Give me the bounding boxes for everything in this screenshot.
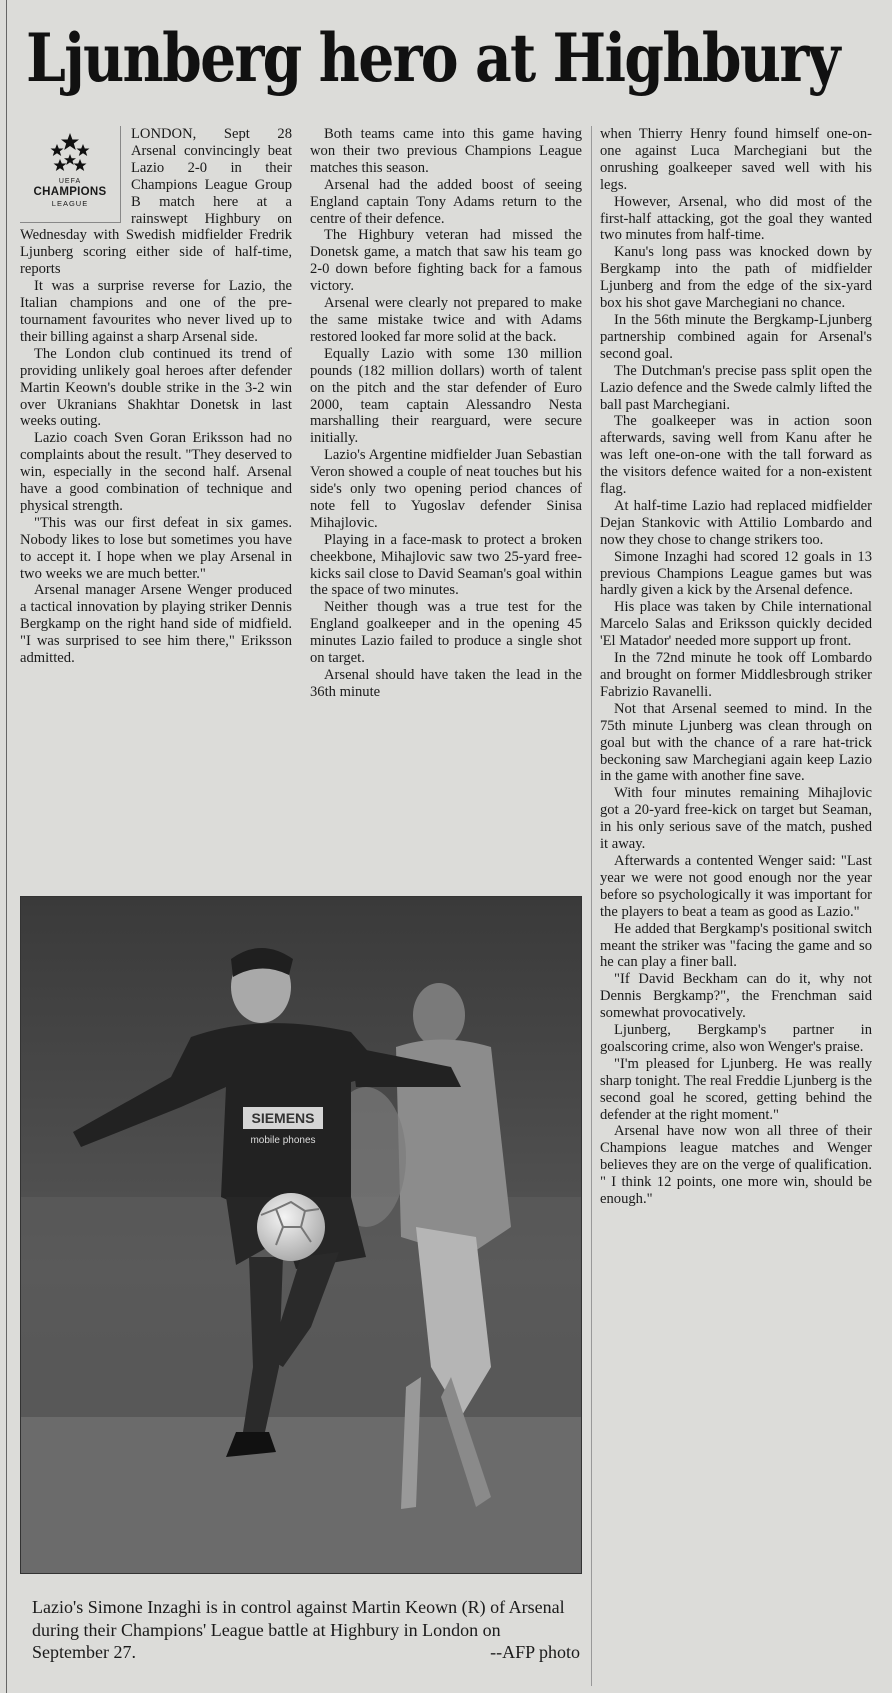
logo-bottom-text: LEAGUE bbox=[51, 199, 89, 208]
article-column-2 bbox=[310, 126, 582, 906]
paragraph: However, Arsenal, who did most of the first-half attacking, got the goal they wanted two minutes from half-time. bbox=[600, 193, 872, 244]
starball-icon bbox=[47, 130, 93, 176]
shirt-sponsor-subtext: mobile phones bbox=[250, 1135, 316, 1146]
article-column-3 bbox=[600, 126, 872, 1686]
paragraph: His place was taken by Chile international Marcelo Salas and Eriksson quickly decided 'El Matador' needed more support up front. bbox=[600, 599, 872, 650]
match-photo bbox=[20, 896, 582, 1574]
paragraph: Neither though was a true test for the England goalkeeper and in the opening 45 minutes Lazio failed to produce a single shot on target. bbox=[310, 599, 582, 667]
photo-credit: --AFP photo bbox=[490, 1642, 580, 1662]
paragraph: "This was our first defeat in six games. Nobody likes to lose but sometimes you have to accept it. I hope when we play Arsenal in two weeks we are much better." bbox=[20, 514, 292, 582]
champions-league-logo bbox=[20, 126, 121, 223]
paragraph: Arsenal manager Arsene Wenger produced a tactical innovation by playing striker Dennis Bergkamp on the right hand side of midfield. "I was surprised to see him there," Eriksson admitted. bbox=[20, 582, 292, 667]
photo-illustration bbox=[21, 897, 581, 1573]
paragraph: He added that Bergkamp's positional switch meant the striker was "facing the game and so he can play a finer ball. bbox=[600, 920, 872, 971]
paragraph: LONDON, Sept 28 Arsenal convincingly beat Lazio 2-0 in their Champions League Group B match here at a rainswept Highbury on Wednesday with Swedish midfielder Fredrik Ljunberg scoring either side of half-time, reports bbox=[20, 126, 292, 278]
logo-top-text: UEFA bbox=[58, 178, 82, 185]
paragraph: The London club continued its trend of providing unlikely goal heroes after defender Martin Keown's double strike in the 3-2 win over Ukranians Shakhtar Donetsk in last weeks outing. bbox=[20, 345, 292, 430]
caption-text: Lazio's Simone Inzaghi is in control against Martin Keown (R) of Arsenal during their Champions' League battle at Highbury in London on September 27. bbox=[32, 1597, 565, 1662]
paragraph: Arsenal were clearly not prepared to make the same mistake twice and with Adams restored looked far more solid at the back. bbox=[310, 295, 582, 345]
logo-main-text: CHAMPIONS bbox=[33, 186, 107, 198]
paragraph: Both teams came into this game having won their two previous Champions League matches this season. bbox=[310, 126, 582, 176]
headline: Ljunberg hero at Highbury bbox=[26, 19, 839, 97]
page-edge-rule bbox=[6, 0, 7, 1693]
paragraph: The goalkeeper was in action soon afterwards, saving well from Kanu after he was left one-on-one with the tall forward as the visitors defence waited for a non-existent flag. bbox=[600, 413, 872, 498]
paragraph: At half-time Lazio had replaced midfielder Dejan Stankovic with Attilio Lombardo and now they chose to change strikers too. bbox=[600, 497, 872, 548]
paragraph: Arsenal have now won all three of their Champions league matches and Wenger believes they are on the verge of qualification. " I think 12 points, one more win, should be enough." bbox=[600, 1123, 872, 1208]
paragraph: Not that Arsenal seemed to mind. In the 75th minute Ljunberg was clean through on goal but with the chance of a rare hat-trick beckoning saw Marchegiani again keep Lazio in the game with another fine save. bbox=[600, 700, 872, 785]
article-column-1 bbox=[20, 126, 292, 876]
paragraph: Playing in a face-mask to protect a broken cheekbone, Mihajlovic saw two 25-yard free-kicks sail close to David Seaman's goal within the space of two minutes. bbox=[310, 531, 582, 599]
paragraph: Lazio's Argentine midfielder Juan Sebastian Veron showed a couple of neat touches but his side's only two opening period chances of note fell to Yugoslav defender Sinisa Mihajlovic. bbox=[310, 447, 582, 531]
paragraph: Ljunberg, Bergkamp's partner in goalscoring crime, also won Wenger's praise. bbox=[600, 1022, 872, 1055]
paragraph: when Thierry Henry found himself one-on-one against Luca Marchegiani but the onrushing goalkeeper saved well with his legs. bbox=[600, 126, 872, 193]
paragraph: The Highbury veteran had missed the Donetsk game, a match that saw his team go 2-0 down before fighting back for a famous victory. bbox=[310, 227, 582, 295]
shirt-sponsor-text: SIEMENS bbox=[251, 1110, 315, 1126]
paragraph: Simone Inzaghi had scored 12 goals in 13 previous Champions League games but was hardly given a kick by the Arsenal defence. bbox=[600, 548, 872, 599]
paragraph: It was a surprise reverse for Lazio, the Italian champions and one of the pre-tournament favourites who never lived up to their billing against a sharp Arsenal side. bbox=[20, 278, 292, 345]
paragraph: In the 56th minute the Bergkamp-Ljunberg partnership combined again for Arsenal's second goal. bbox=[600, 311, 872, 362]
paragraph: "I'm pleased for Ljunberg. He was really sharp tonight. The real Freddie Ljunberg is the second goal he scored, getting behind the defender at the right moment." bbox=[600, 1055, 872, 1123]
paragraph: Arsenal had the added boost of seeing England captain Tony Adams return to the centre of their defence. bbox=[310, 176, 582, 227]
paragraph: "If David Beckham can do it, why not Dennis Bergkamp?", the Frenchman said somewhat provocatively. bbox=[600, 971, 872, 1022]
paragraph: With four minutes remaining Mihajlovic got a 20-yard free-kick on target but Seaman, in his only serious save of the match, pushed it away. bbox=[600, 785, 872, 853]
paragraph: Arsenal should have taken the lead in the 36th minute bbox=[310, 667, 582, 700]
photo-caption bbox=[32, 1596, 580, 1664]
paragraph: Lazio coach Sven Goran Eriksson had no complaints about the result. "They deserved to win, especially in the second half. Arsenal have a good combination of technique and physical strength. bbox=[20, 430, 292, 514]
column-divider bbox=[591, 126, 592, 1686]
paragraph: The Dutchman's precise pass split open the Lazio defence and the Swede calmly lifted the ball past Marchegiani. bbox=[600, 362, 872, 413]
paragraph: Afterwards a contented Wenger said: "Last year we were not good enough nor the year before so psychologically it was important for the players to beat a team as good as Lazio." bbox=[600, 852, 872, 920]
paragraph: Kanu's long pass was knocked down by Bergkamp into the path of midfielder Ljunberg and from the edge of the six-yard box his shot gave Marchegiani no chance. bbox=[600, 244, 872, 312]
paragraph: In the 72nd minute he took off Lombardo and brought on former Middlesbrough striker Fabrizio Ravanelli. bbox=[600, 650, 872, 700]
paragraph: Equally Lazio with some 130 million pounds (182 million dollars) worth of talent on the pitch and the star defender of Euro 2000, team captain Alessandro Nesta marshalling their rearguard, were secure initially. bbox=[310, 345, 582, 447]
